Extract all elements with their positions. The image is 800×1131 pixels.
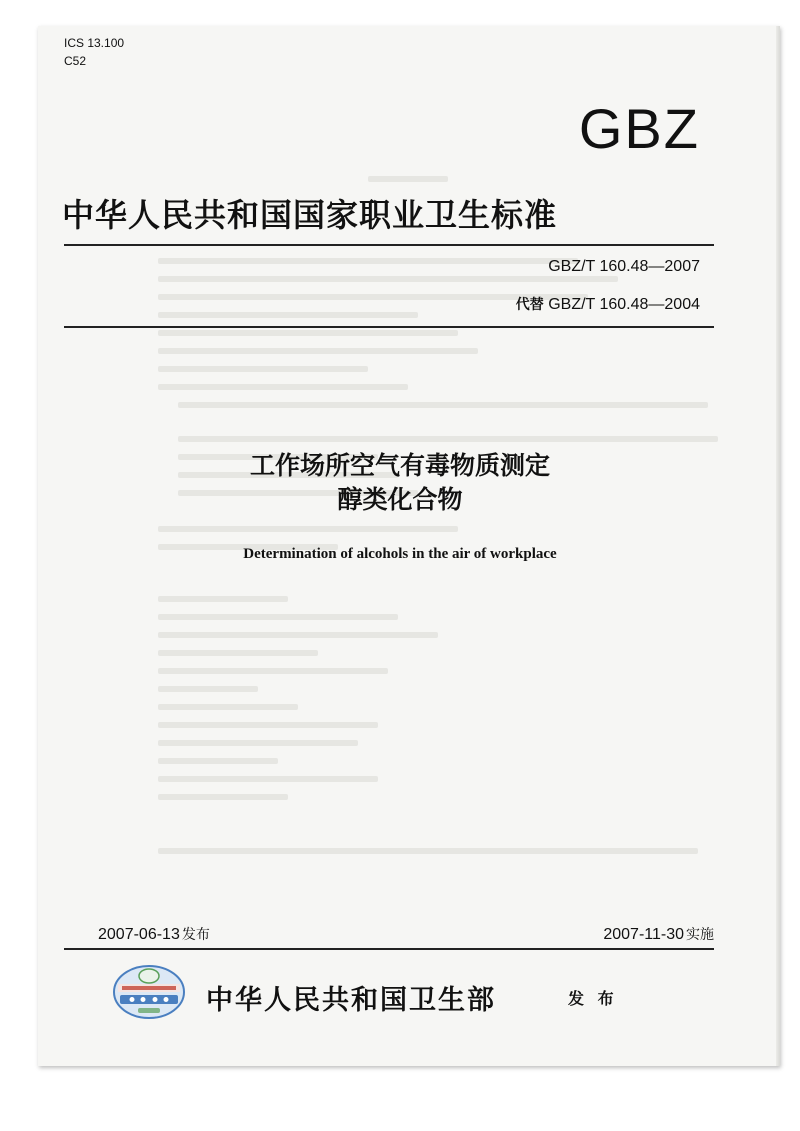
publisher-name: 中华人民共和国卫生部 [206,985,496,1016]
implement-date: 2007-11-30 [603,926,684,943]
main-title-line2: 醇类化合物 [337,485,463,514]
issue-date: 2007-06-13 [98,926,180,943]
implement-label: 实施 [686,927,714,943]
replaces-line [516,294,700,314]
english-title: Determination of alcohols in the air of workplace [243,546,557,562]
implement-date-line [603,924,714,944]
standard-mark: GBZ [578,97,700,160]
footer-rule [64,948,714,950]
issue-date-line [98,924,210,944]
bottom-rule [64,326,714,328]
ics-code: ICS 13.100 [64,36,125,50]
replaces-prefix: 代替 [515,297,544,313]
classification-codes [64,34,124,70]
standard-type-title: 中华人民共和国国家职业卫生标准 [62,196,558,234]
publisher-action: 发 布 [568,989,618,1008]
standard-code: GBZ/T 160.48—2007 [548,258,700,275]
top-rule [64,244,714,246]
ccs-code: C52 [64,54,87,68]
replaces-code: GBZ/T 160.48—2004 [548,296,700,313]
issue-label: 发布 [181,927,210,943]
main-title-line1: 工作场所空气有毒物质测定 [249,451,550,480]
publisher-logo-icon [112,962,186,1020]
